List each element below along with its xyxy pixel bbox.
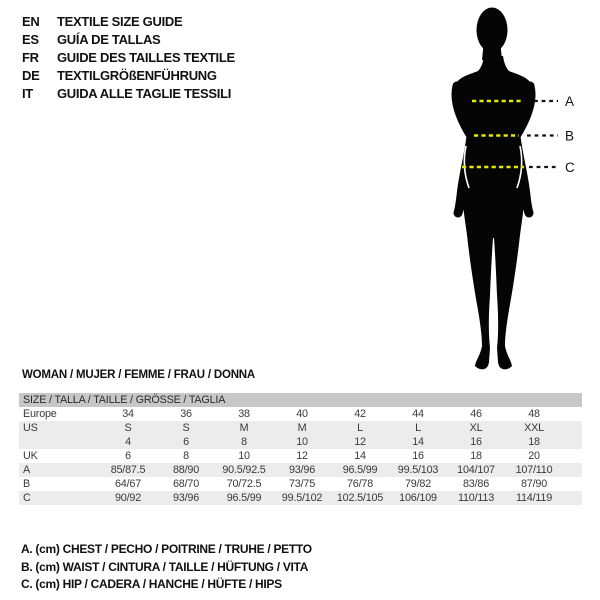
- language-code: ES: [22, 32, 39, 47]
- woman-silhouette-figure: [430, 0, 600, 380]
- row-filler: [563, 407, 582, 421]
- size-cell: 34: [122, 408, 134, 420]
- size-cell: L: [415, 422, 421, 434]
- size-cell: 90.5/92.5: [222, 464, 266, 476]
- table-row: [19, 407, 582, 421]
- measurement-legend-line: A. (cm) CHEST / PECHO / POITRINE / TRUHE / PETTO: [21, 542, 312, 556]
- size-cell: 18: [528, 436, 540, 448]
- row-filler: [563, 491, 582, 505]
- language-title: TEXTILE SIZE GUIDE: [57, 14, 183, 29]
- size-table: [19, 393, 582, 505]
- size-cell: M: [297, 422, 307, 434]
- size-cell: 36: [180, 408, 192, 420]
- row-filler: [563, 449, 582, 463]
- size-cell: 38: [238, 408, 250, 420]
- row-label: B: [23, 478, 31, 490]
- row-filler: [563, 435, 582, 449]
- row-filler: [563, 463, 582, 477]
- size-table-body: [19, 407, 582, 505]
- row-label: [19, 435, 99, 449]
- size-cell: 83/86: [462, 478, 490, 490]
- size-cell: 102.5/105: [336, 492, 384, 504]
- size-cell: 73/75: [288, 478, 316, 490]
- size-cell: 99.5/102: [281, 492, 323, 504]
- size-cell: M: [239, 422, 249, 434]
- size-cell: 48: [528, 408, 540, 420]
- size-cell: 40: [296, 408, 308, 420]
- table-row: [19, 477, 582, 491]
- size-table-header: SIZE / TALLA / TAILLE / GRÖSSE / TAGLIA: [19, 393, 582, 407]
- size-cell: 106/109: [399, 492, 437, 504]
- size-cell: 12: [354, 436, 366, 448]
- size-cell: 20: [528, 450, 540, 462]
- size-cell: 68/70: [172, 478, 200, 490]
- language-code: EN: [22, 14, 40, 29]
- woman-silhouette: [456, 8, 532, 370]
- language-title-list: [22, 13, 235, 103]
- language-code: FR: [22, 50, 39, 65]
- table-row: [19, 421, 582, 435]
- language-row: [22, 85, 235, 103]
- size-cell: 90/92: [114, 492, 142, 504]
- row-filler: [563, 477, 582, 491]
- language-title: GUÍA DE TALLAS: [57, 32, 161, 47]
- size-cell: 16: [412, 450, 424, 462]
- size-cell: XXL: [524, 422, 544, 434]
- size-cell: 14: [412, 436, 424, 448]
- size-cell: 46: [470, 408, 482, 420]
- language-row: [22, 49, 235, 67]
- row-label: Europe: [23, 408, 57, 420]
- waist-label: B: [565, 128, 575, 144]
- size-cell: 42: [354, 408, 366, 420]
- row-label: A: [23, 464, 31, 476]
- size-cell: 93/96: [172, 492, 200, 504]
- size-cell: 104/107: [457, 464, 495, 476]
- size-cell: S: [124, 422, 132, 434]
- size-cell: 64/67: [114, 478, 142, 490]
- size-cell: 110/113: [457, 492, 495, 504]
- size-cell: 12: [296, 450, 308, 462]
- language-row: [22, 13, 235, 31]
- size-cell: 76/78: [346, 478, 374, 490]
- measurement-legend: [21, 541, 312, 594]
- table-row: [19, 449, 582, 463]
- size-cell: 70/72.5: [226, 478, 262, 490]
- measurement-legend-line: C. (cm) HIP / CADERA / HANCHE / HÜFTE / HIPS: [21, 577, 282, 591]
- row-label: C: [23, 492, 31, 504]
- size-cell: 87/90: [520, 478, 548, 490]
- size-cell: 114/119: [515, 492, 553, 504]
- language-code: IT: [22, 86, 33, 101]
- table-row: [19, 435, 582, 449]
- size-cell: 85/87.5: [110, 464, 146, 476]
- table-row: [19, 463, 582, 477]
- size-cell: 8: [183, 450, 189, 462]
- size-cell: S: [182, 422, 190, 434]
- row-filler: [563, 421, 582, 435]
- size-cell: 4: [125, 436, 131, 448]
- size-cell: 88/90: [172, 464, 200, 476]
- language-title: TEXTILGRÖßENFÜHRUNG: [57, 68, 217, 83]
- size-cell: 10: [296, 436, 308, 448]
- size-cell: XL: [469, 422, 483, 434]
- size-cell: 99.5/103: [397, 464, 439, 476]
- size-cell: 79/82: [404, 478, 432, 490]
- language-code: DE: [22, 68, 40, 83]
- size-cell: L: [357, 422, 363, 434]
- size-cell: 10: [238, 450, 250, 462]
- table-row: [19, 491, 582, 505]
- language-title: GUIDE DES TAILLES TEXTILE: [57, 50, 235, 65]
- size-cell: 96.5/99: [226, 492, 262, 504]
- hip-label: C: [565, 160, 575, 175]
- language-title: GUIDA ALLE TAGLIE TESSILI: [57, 86, 232, 101]
- size-cell: 6: [183, 436, 189, 448]
- size-cell: 14: [354, 450, 366, 462]
- size-cell: 96.5/99: [342, 464, 378, 476]
- size-cell: 93/96: [288, 464, 316, 476]
- size-cell: 16: [470, 436, 482, 448]
- size-cell: 18: [470, 450, 482, 462]
- chest-label: A: [565, 94, 575, 109]
- measurement-legend-line: B. (cm) WAIST / CINTURA / TAILLE / HÜFTUNG / VITA: [21, 559, 309, 574]
- row-label: UK: [23, 450, 38, 462]
- section-title: WOMAN / MUJER / FEMME / FRAU / DONNA: [22, 369, 256, 381]
- size-cell: 107/110: [515, 464, 553, 476]
- row-label: US: [23, 422, 38, 434]
- language-row: [22, 31, 235, 49]
- size-cell: 6: [125, 450, 131, 462]
- size-cell: 44: [412, 408, 424, 420]
- language-row: [22, 67, 235, 85]
- size-cell: 8: [241, 436, 247, 448]
